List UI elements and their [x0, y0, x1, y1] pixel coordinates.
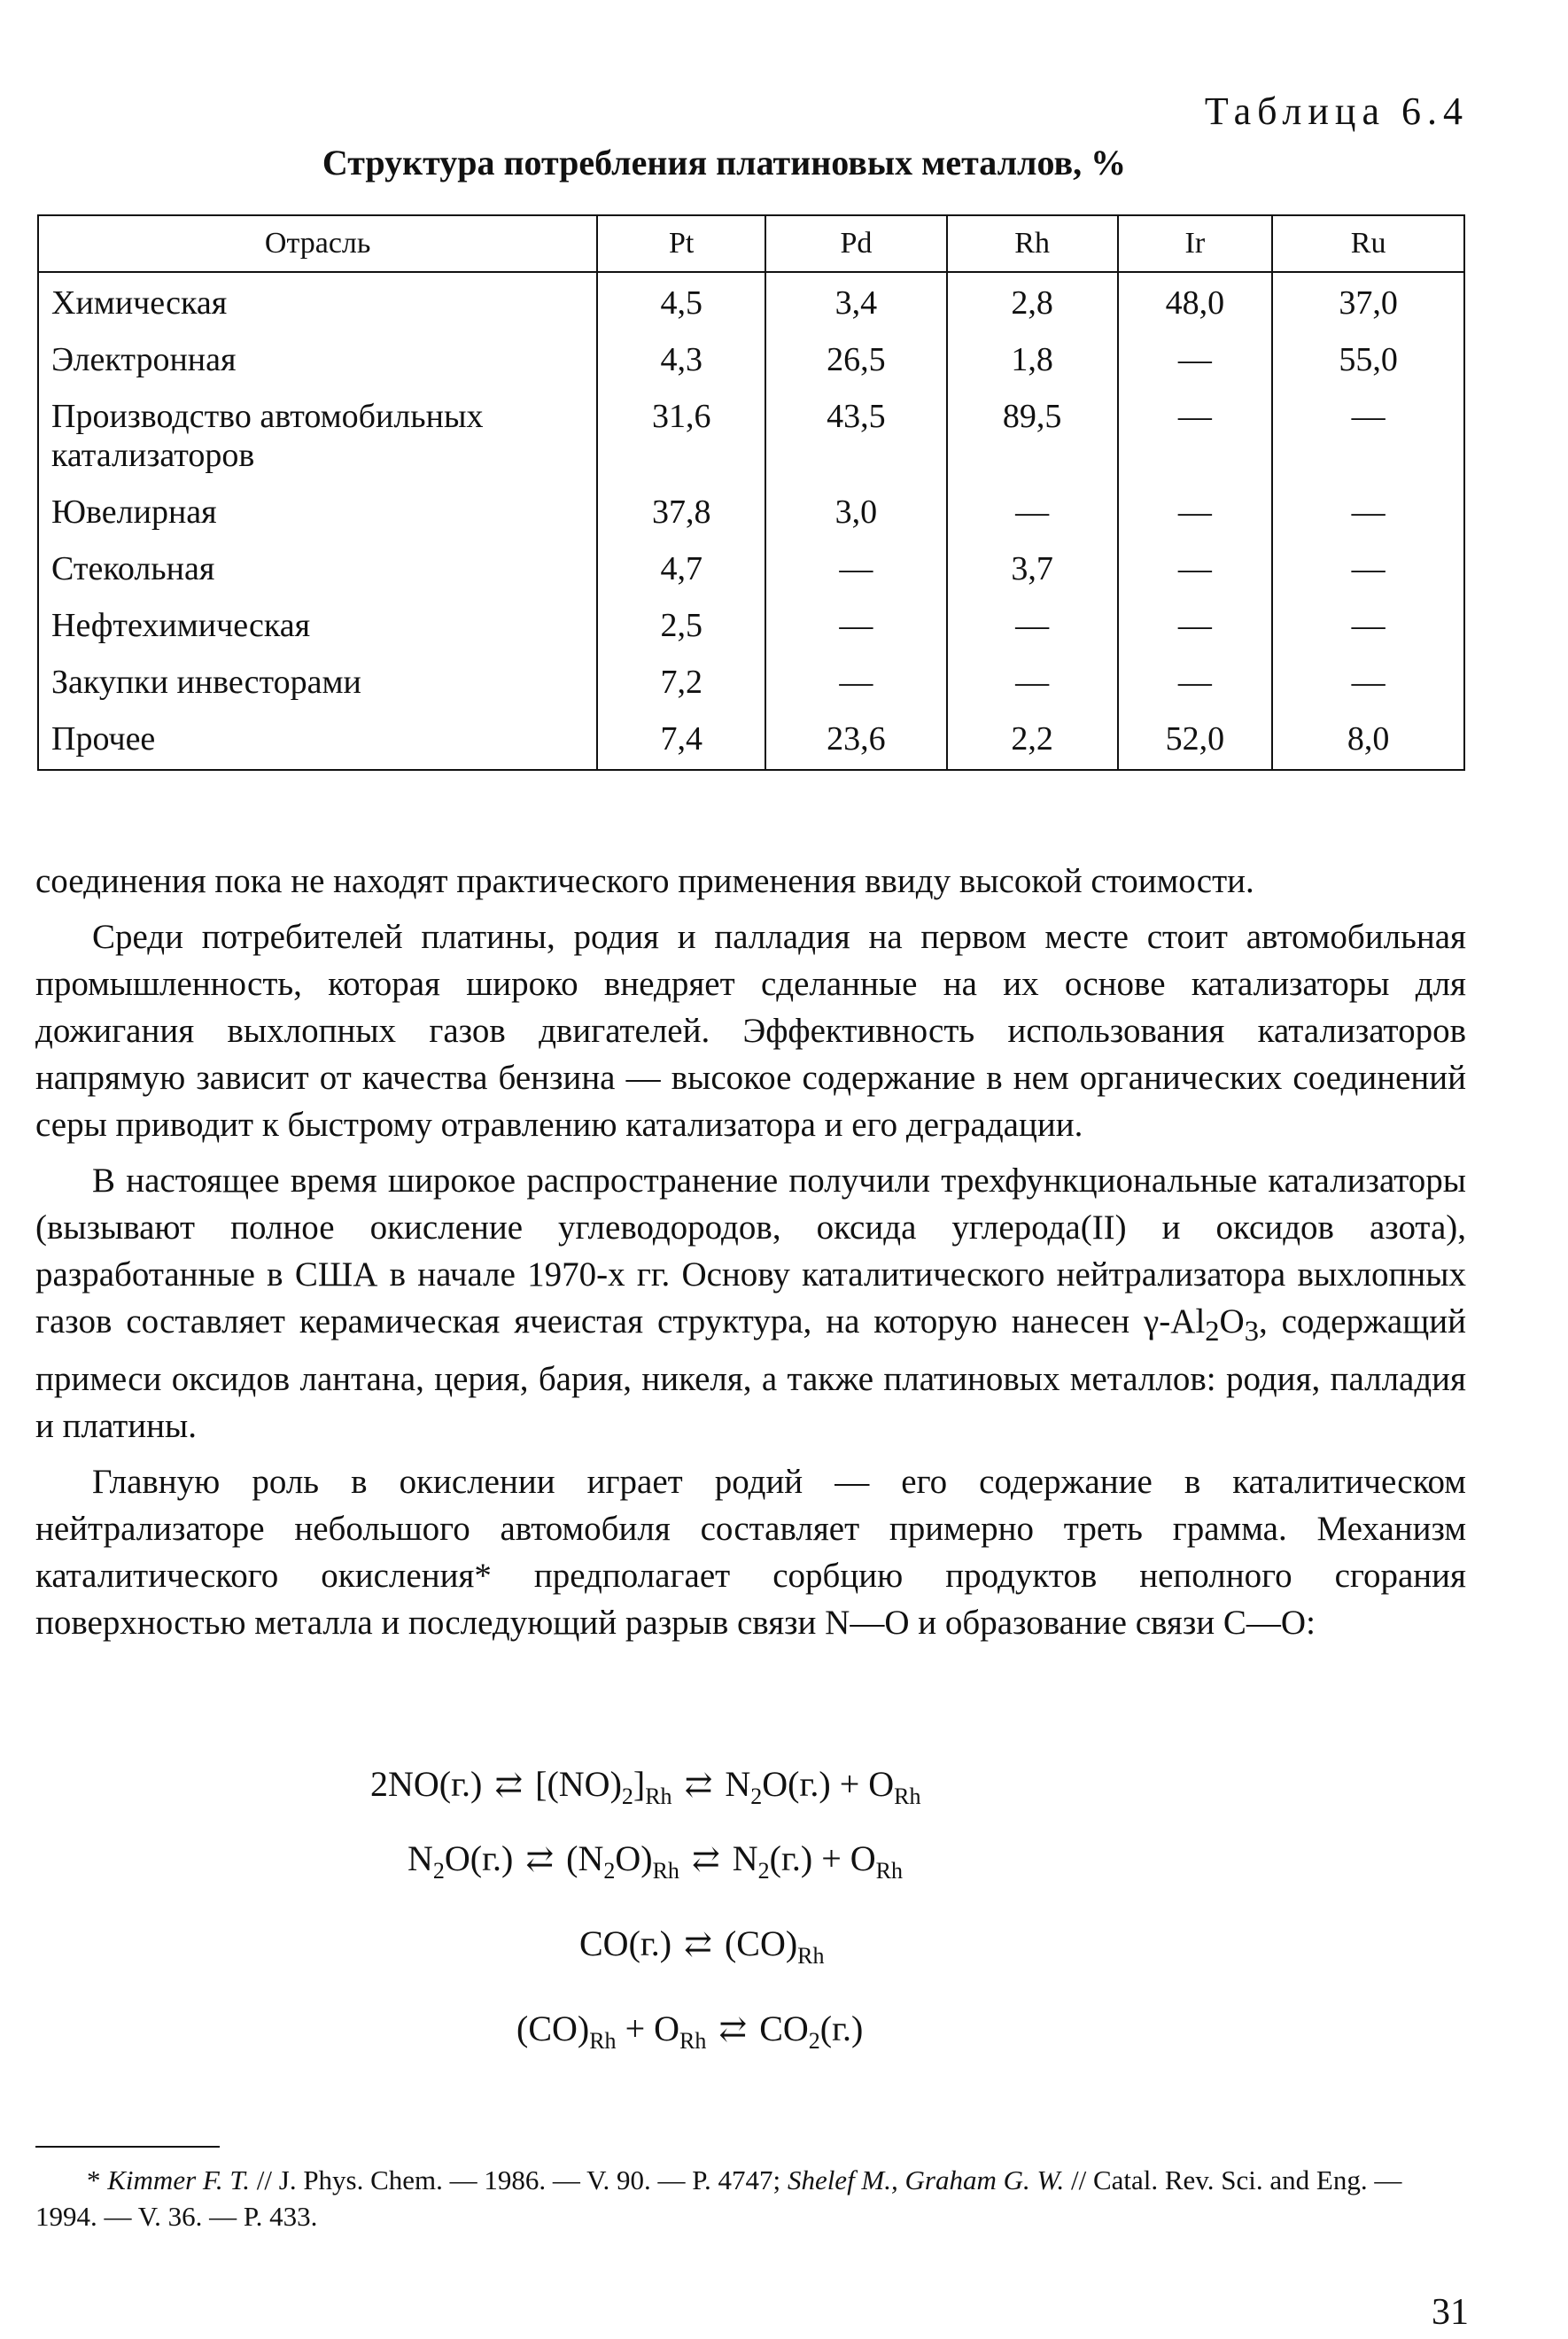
eq-subscript: Rh — [679, 2028, 707, 2054]
cell-rh: 1,8 — [947, 333, 1118, 390]
cell-industry: Нефтехимическая — [38, 599, 597, 656]
footnote-divider — [35, 2146, 220, 2148]
page-number: 31 — [1432, 2292, 1469, 2333]
table-row — [38, 599, 1464, 656]
cell-pt: 31,6 — [597, 390, 765, 486]
eq-subscript: 2 — [750, 1783, 763, 1809]
eq-term: CO(г.) — [579, 1923, 672, 1963]
eq-term: (г.) + O — [769, 1838, 876, 1878]
formula-element: O — [1219, 1302, 1245, 1340]
eq-term: (CO) — [724, 1923, 798, 1963]
eq-term: CO — [759, 2009, 809, 2048]
table-row — [38, 542, 1464, 599]
cell-industry: Химическая — [38, 272, 597, 333]
eq-term: N — [732, 1838, 758, 1878]
eq-term: N — [725, 1764, 751, 1804]
equation-3 — [579, 1923, 825, 1970]
column-header-rh: Rh — [947, 215, 1118, 272]
eq-term: + O — [616, 2009, 680, 2048]
eq-subscript: Rh — [652, 1858, 679, 1884]
cell-ir: — — [1118, 656, 1273, 712]
equilibrium-arrow-icon: ⇄ — [494, 1767, 524, 1804]
cell-ru: — — [1272, 542, 1464, 599]
cell-ru: 8,0 — [1272, 712, 1464, 770]
cell-pt: 7,2 — [597, 656, 765, 712]
paragraph-4: Главную роль в окислении играет родий — его содержание в каталитическом нейтрализаторе небольшого автомобиля составляет примерно треть грамма. Механизм каталитического окисления* предполагает сорбцию продуктов неполного сгорания поверхностью металла и последующий разрыв связи N—O и образование связи C—O: — [35, 1462, 1466, 1642]
cell-ir: 48,0 — [1118, 272, 1273, 333]
cell-ir: — — [1118, 599, 1273, 656]
eq-term: N — [408, 1838, 433, 1878]
equation-1 — [370, 1763, 921, 1810]
cell-industry: Закупки инвесторами — [38, 656, 597, 712]
equation-2 — [408, 1838, 903, 1884]
eq-subscript: 2 — [603, 1858, 616, 1884]
eq-term: (г.) — [819, 2009, 864, 2048]
eq-term: O(г.) — [444, 1838, 514, 1878]
paragraph-3 — [35, 1157, 1466, 1449]
cell-ir: — — [1118, 390, 1273, 486]
footnote-reference: // Catal. Rev. Sci. and Eng. — 1994. — V. 36. — P. 433. — [35, 2164, 1402, 2232]
eq-subscript: Rh — [589, 2028, 617, 2054]
cell-ru: 55,0 — [1272, 333, 1464, 390]
table-number: Таблица 6.4 — [1204, 89, 1469, 133]
cell-rh: 2,8 — [947, 272, 1118, 333]
equilibrium-arrow-icon: ⇄ — [684, 1767, 713, 1804]
cell-pd: — — [765, 542, 947, 599]
consumption-table — [37, 214, 1465, 771]
footnote-author: Shelef M., Graham G. W. — [787, 2164, 1065, 2195]
eq-subscript: 2 — [621, 1783, 633, 1809]
eq-subscript: 2 — [808, 2028, 820, 2054]
eq-subscript: Rh — [894, 1783, 921, 1809]
cell-pd: — — [765, 599, 947, 656]
eq-term: 2NO(г.) — [370, 1764, 483, 1804]
eq-subscript: Rh — [645, 1783, 672, 1809]
footnote-reference: // J. Phys. Chem. — 1986. — V. 90. — P. 4747; — [250, 2164, 788, 2195]
equilibrium-arrow-icon: ⇄ — [691, 1841, 720, 1878]
cell-ru: — — [1272, 656, 1464, 712]
cell-rh: 89,5 — [947, 390, 1118, 486]
eq-term: (CO) — [516, 2009, 590, 2048]
cell-ir: 52,0 — [1118, 712, 1273, 770]
cell-pt: 4,7 — [597, 542, 765, 599]
cell-pd: 26,5 — [765, 333, 947, 390]
eq-term: ] — [633, 1764, 646, 1804]
cell-pd: 43,5 — [765, 390, 947, 486]
table-title — [0, 142, 1568, 183]
table-row — [38, 272, 1464, 333]
footnote-marker: * — [87, 2164, 108, 2195]
cell-pd: 23,6 — [765, 712, 947, 770]
equilibrium-arrow-icon: ⇄ — [525, 1841, 555, 1878]
table-row — [38, 486, 1464, 542]
cell-industry: Прочее — [38, 712, 597, 770]
footnote — [35, 2162, 1466, 2234]
table-header-row — [38, 215, 1464, 272]
cell-rh: — — [947, 656, 1118, 712]
cell-rh: — — [947, 486, 1118, 542]
table-row — [38, 712, 1464, 770]
cell-ru: — — [1272, 599, 1464, 656]
cell-pt: 7,4 — [597, 712, 765, 770]
column-header-ir: Ir — [1118, 215, 1273, 272]
equilibrium-arrow-icon: ⇄ — [718, 2011, 748, 2048]
cell-pt: 4,5 — [597, 272, 765, 333]
body-text — [35, 858, 1466, 1655]
cell-industry: Производство автомобильных катализаторов — [38, 390, 597, 486]
cell-ir: — — [1118, 486, 1273, 542]
paragraph-2: Среди потребителей платины, родия и палладия на первом месте стоит автомобильная промышленность, которая широко внедряет сделанные на их основе катализаторы для дожигания выхлопных газов двигателей. Эффективность использования катализаторов напрямую зависит от качества бензина — высокое содержание в нем органических соединений серы приводит к быстрому отравлению катализатора и его деградации. — [35, 918, 1466, 1144]
eq-subscript: 2 — [757, 1858, 770, 1884]
cell-rh: — — [947, 599, 1118, 656]
table-row — [38, 390, 1464, 486]
cell-industry: Электронная — [38, 333, 597, 390]
paragraph-3-text-b: , содержащий примеси оксидов лантана, церия, бария, никеля, а также платиновых металлов: родия, палладия и платины. — [35, 1302, 1466, 1445]
paragraph-1: соединения пока не находят практического применения ввиду высокой стоимости. — [35, 862, 1254, 900]
eq-subscript: Rh — [797, 1943, 825, 1969]
cell-industry: Стекольная — [38, 542, 597, 599]
column-header-ru: Ru — [1272, 215, 1464, 272]
cell-pt: 4,3 — [597, 333, 765, 390]
formula-subscript: 3 — [1244, 1315, 1259, 1348]
eq-term: O(г.) + O — [762, 1764, 895, 1804]
cell-pd: 3,4 — [765, 272, 947, 333]
paragraph-3-text-a: В настоящее время широкое распространение получили трехфункциональные катализаторы (вызывают полное окисление углеводородов, оксида углерода(II) и оксидов азота), разработанные в США в начале 1970-х гг. Основу каталитического нейтрализатора выхлопных газов составляет керамическая ячеистая структура, на которую нанесен γ-Al — [35, 1162, 1466, 1340]
cell-industry: Ювелирная — [38, 486, 597, 542]
column-header-pd: Pd — [765, 215, 947, 272]
equilibrium-arrow-icon: ⇄ — [684, 1926, 712, 1963]
cell-ir: — — [1118, 542, 1273, 599]
table-title-text: Структура потребления платиновых металлов, % — [322, 143, 1127, 183]
eq-subscript: 2 — [432, 1858, 445, 1884]
cell-rh: 3,7 — [947, 542, 1118, 599]
cell-pt: 37,8 — [597, 486, 765, 542]
cell-ir: — — [1118, 333, 1273, 390]
cell-ru: — — [1272, 486, 1464, 542]
cell-pt: 2,5 — [597, 599, 765, 656]
eq-term: O) — [615, 1838, 653, 1878]
formula-subscript: 2 — [1205, 1315, 1220, 1348]
eq-subscript: Rh — [875, 1858, 903, 1884]
footnote-author: Kimmer F. T. — [107, 2164, 251, 2195]
table-row — [38, 333, 1464, 390]
cell-ru: — — [1272, 390, 1464, 486]
cell-pd: 3,0 — [765, 486, 947, 542]
cell-pd: — — [765, 656, 947, 712]
equation-4 — [516, 2008, 863, 2055]
column-header-industry: Отрасль — [38, 215, 597, 272]
cell-ru: 37,0 — [1272, 272, 1464, 333]
column-header-pt: Pt — [597, 215, 765, 272]
eq-term: [(NO) — [535, 1764, 622, 1804]
table-row — [38, 656, 1464, 712]
eq-term: (N — [566, 1838, 604, 1878]
cell-rh: 2,2 — [947, 712, 1118, 770]
